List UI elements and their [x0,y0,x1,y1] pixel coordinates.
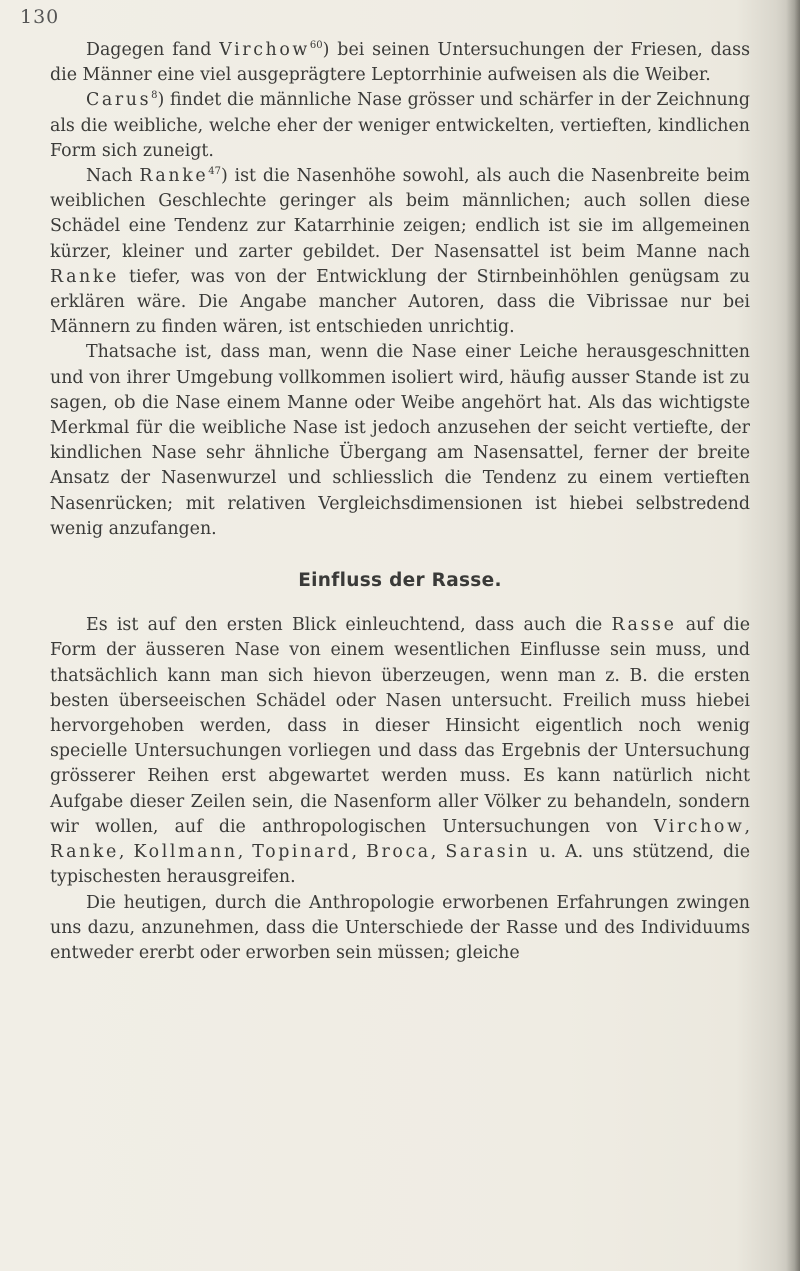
author-name: Rasse [611,615,677,636]
paragraph [50,88,750,164]
text-run: Thatsache ist, dass man, wenn die Nase einer Leiche herausgeschnitten und von ihrer Umgebung vollkommen isoliert wird, häufig ausser Stande ist zu sagen, ob die Nase einem Manne oder Weibe angehört hat. Als das wichtigste Merkmal für die weibliche Nase ist jedoch anzusehen der seicht vertiefte, der kindlichen Nase sehr ähnliche Übergang am Nasensattel, ferner der breite Ansatz der Nasenwurzel und schliesslich die Tendenz zu einem vertieften Nasenrücken; mit relativen Vergleichsdimensionen ist hiebei selbstredend wenig anzufangen. [50,342,750,539]
text-block [50,38,750,966]
paragraph [50,891,750,967]
text-run: , [118,842,134,863]
author-name: Virchow [653,816,745,837]
page-edge-shadow [786,0,800,1271]
intro-paragraphs [50,38,750,542]
section-heading: Einfluss der Rasse. [298,570,502,592]
author-name: Topinard [252,842,352,863]
text-run: ) findet die männliche Nase grösser und schärfer in der Zeichnung als die weibliche, welche eher der weniger entwickelten, vertieften, kindlichen Form sich zuneigt. [50,90,750,161]
paragraph [50,38,750,88]
reference-number: 60 [309,40,323,51]
text-run: Dagegen fand [86,40,220,60]
text-run: tiefer, was von der Entwicklung der Stirnbeinhöhlen genügsam zu erklären wäre. Die Angabe mancher Autoren, dass die Vibrissae nur bei Männern zu finden wären, ist entschieden unrichtig. [50,266,750,338]
text-run: u. A. uns stützend, die typischesten herausgreifen. [50,842,751,888]
text-run: ) ist die Nasenhöhe sowohl, als auch die Nasenbreite beim weiblichen Geschlechte geringer als beim männlichen; auch sollen diese Schädel eine Tendenz zur Katarrhinie zeigen; endlich ist sie im allgemeinen kürzer, kleiner und zarter gebildet. Der Nasensattel ist beim Manne nach [50,166,750,262]
text-run: , [351,842,367,863]
text-run: Es ist auf den ersten Blick einleuchtend, dass auch die [86,615,612,636]
text-run: , [237,842,253,863]
section-paragraphs [50,613,750,966]
author-name: Carus [86,90,152,111]
text-run: ) bei seinen Untersuchungen der Friesen, dass die Männer eine viel ausgeprägtere Leptorrhinie aufweisen als die Weiber. [50,40,750,86]
author-name: Virchow [219,40,310,60]
author-name: Broca [366,842,431,863]
author-name: Ranke [139,166,209,187]
reference-number: 47 [208,166,221,178]
text-run: Die heutigen, durch die Anthropologie erworbenen Erfahrungen zwingen uns dazu, anzunehmen, dass die Unterschiede der Rasse und des Individuums entweder ererbt oder erworben sein müssen; gleiche [50,892,750,963]
author-name: Ranke [50,266,119,287]
text-run: , [430,842,446,863]
author-name: Kollmann [133,842,238,863]
text-run: Nach [86,166,140,187]
text-run: auf die Form der äusseren Nase von einem wesentlichen Einflusse sein muss, und thatsächlich kann man sich hievon überzeugen, wenn man z. B. die ersten besten überseeischen Schädel oder Nasen untersucht. Freilich muss hiebei hervorgehoben werden, dass in dieser Hinsicht eigentlich noch wenig specielle Untersuchungen vorliegen und dass das Ergebnis der Untersuchung grösserer Reihen erst abgewartet werden muss. Es kann natürlich nicht Aufgabe dieser Zeilen sein, die Nasenform aller Völker zu behandeln, sondern wir wollen, auf die anthropologischen Untersuchungen von [50,615,750,837]
paragraph [50,164,750,340]
page-number: 130 [20,6,60,28]
paragraph [50,613,750,890]
author-name: Ranke [50,842,119,863]
paragraph [50,340,750,542]
author-name: Sarasin [445,842,531,863]
text-run: , [744,816,750,837]
reference-number: 8 [151,90,158,102]
